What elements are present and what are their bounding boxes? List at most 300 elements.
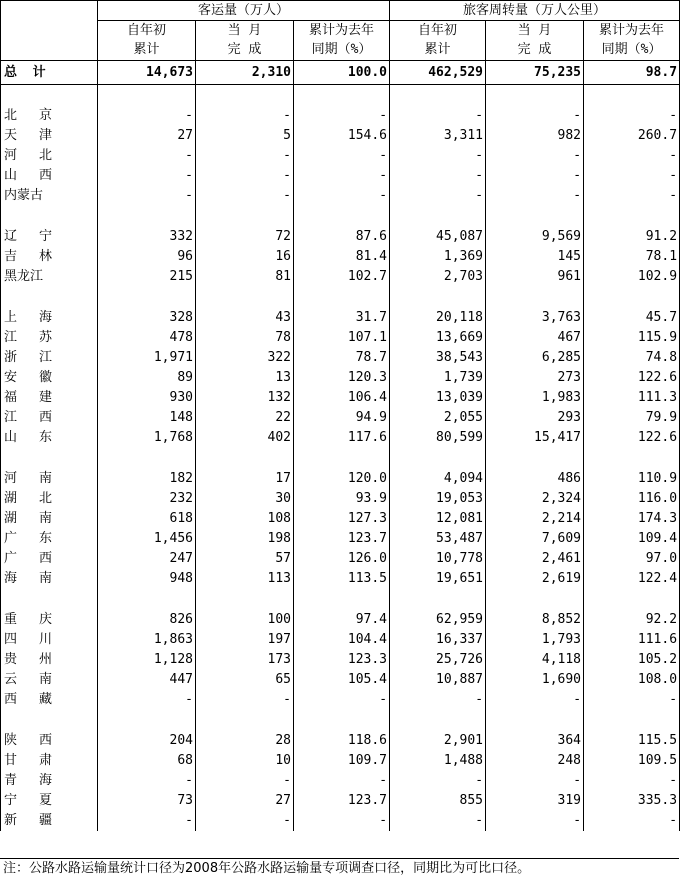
table-cell: 9,569 <box>486 227 584 247</box>
table-cell: 122.6 <box>584 368 680 388</box>
province-label: 北京 <box>4 108 52 123</box>
table-cell: 12,081 <box>390 509 486 529</box>
table-cell: - <box>390 166 486 186</box>
table-cell: 247 <box>98 549 196 569</box>
table-cell: - <box>196 146 294 166</box>
table-cell: 120.3 <box>294 368 390 388</box>
table-cell: 113 <box>196 569 294 589</box>
table-cell: 2,619 <box>486 569 584 589</box>
table-row <box>1 791 680 811</box>
spacer-cell <box>294 589 390 610</box>
table-row <box>1 509 680 529</box>
table-cell: 65 <box>196 670 294 690</box>
table-cell: 126.0 <box>294 549 390 569</box>
spacer-cell <box>294 710 390 731</box>
table-cell: 13,669 <box>390 328 486 348</box>
spacer-cell <box>584 710 680 731</box>
table-cell: 117.6 <box>294 428 390 448</box>
province-name <box>1 791 98 811</box>
col-header-line1: 当 月 <box>486 21 584 41</box>
total-cell: 462,529 <box>390 61 486 85</box>
table-cell: 322 <box>196 348 294 368</box>
table-cell: 328 <box>98 308 196 328</box>
table-row <box>1 670 680 690</box>
province-name <box>1 408 98 428</box>
table-cell: 123.3 <box>294 650 390 670</box>
header-corner-2 <box>1 21 98 41</box>
table-cell: 116.0 <box>584 489 680 509</box>
spacer-cell <box>486 448 584 469</box>
table-row <box>1 328 680 348</box>
table-cell: 108 <box>196 509 294 529</box>
table-cell: - <box>584 166 680 186</box>
total-cell: 14,673 <box>98 61 196 85</box>
province-label: 新疆 <box>4 813 52 828</box>
table-cell: - <box>390 186 486 206</box>
province-name <box>1 328 98 348</box>
table-cell: 111.3 <box>584 388 680 408</box>
table-cell: - <box>98 146 196 166</box>
spacer-cell <box>98 589 196 610</box>
table-cell: 15,417 <box>486 428 584 448</box>
table-cell: 198 <box>196 529 294 549</box>
table-cell: 20,118 <box>390 308 486 328</box>
table-cell: 447 <box>98 670 196 690</box>
table-cell: 105.4 <box>294 670 390 690</box>
table-cell: - <box>486 186 584 206</box>
table-cell: - <box>584 106 680 126</box>
table-cell: 97.0 <box>584 549 680 569</box>
table-cell: 2,901 <box>390 731 486 751</box>
province-label: 内蒙古 <box>4 188 44 203</box>
table-cell: 1,983 <box>486 388 584 408</box>
spacer-cell <box>98 710 196 731</box>
table-cell: 260.7 <box>584 126 680 146</box>
table-cell: 28 <box>196 731 294 751</box>
table-row <box>1 630 680 650</box>
province-label: 湖南 <box>4 511 52 526</box>
province-label: 江苏 <box>4 330 52 345</box>
total-row <box>1 61 680 85</box>
province-label: 河南 <box>4 471 52 486</box>
col-header-line2: 累计 <box>390 40 486 61</box>
table-cell: 80,599 <box>390 428 486 448</box>
province-label: 吉林 <box>4 249 52 264</box>
table-cell: 7,609 <box>486 529 584 549</box>
header-corner <box>1 1 98 21</box>
province-name <box>1 227 98 247</box>
province-name <box>1 126 98 146</box>
col-header-line2: 完 成 <box>196 40 294 61</box>
table-cell: 1,690 <box>486 670 584 690</box>
table-cell: 173 <box>196 650 294 670</box>
table-cell: 89 <box>98 368 196 388</box>
table-row <box>1 549 680 569</box>
table-row <box>1 267 680 287</box>
spacer-cell <box>196 710 294 731</box>
province-label: 湖北 <box>4 491 52 506</box>
province-label: 山东 <box>4 430 52 445</box>
table-cell: 78 <box>196 328 294 348</box>
spacer-cell <box>294 85 390 107</box>
table-cell: - <box>196 690 294 710</box>
table-cell: 113.5 <box>294 569 390 589</box>
spacer-cell <box>390 206 486 227</box>
province-name <box>1 469 98 489</box>
table-cell: 1,971 <box>98 348 196 368</box>
table-cell: - <box>294 106 390 126</box>
table-cell: - <box>98 690 196 710</box>
table-cell: 81 <box>196 267 294 287</box>
spacer-cell <box>1 206 98 227</box>
table-row <box>1 408 680 428</box>
table-cell: 618 <box>98 509 196 529</box>
table-cell: 13,039 <box>390 388 486 408</box>
province-name <box>1 509 98 529</box>
table-cell: 204 <box>98 731 196 751</box>
table-cell: 81.4 <box>294 247 390 267</box>
table-cell: 154.6 <box>294 126 390 146</box>
table-cell: 78.7 <box>294 348 390 368</box>
table-cell: 120.0 <box>294 469 390 489</box>
province-label: 辽宁 <box>4 229 52 244</box>
table-cell: 109.4 <box>584 529 680 549</box>
table-cell: - <box>486 166 584 186</box>
spacer-cell <box>196 85 294 107</box>
table-row <box>1 811 680 831</box>
table-cell: 115.5 <box>584 731 680 751</box>
group-spacer <box>1 448 680 469</box>
table-cell: 1,128 <box>98 650 196 670</box>
table-cell: 22 <box>196 408 294 428</box>
table-row <box>1 348 680 368</box>
table-row <box>1 106 680 126</box>
table-row <box>1 146 680 166</box>
table-cell: 1,739 <box>390 368 486 388</box>
table-cell: - <box>486 690 584 710</box>
table-cell: 174.3 <box>584 509 680 529</box>
province-label: 宁夏 <box>4 793 52 808</box>
province-name <box>1 650 98 670</box>
table-cell: 108.0 <box>584 670 680 690</box>
spacer-cell <box>1 287 98 308</box>
table-cell: - <box>584 146 680 166</box>
province-name <box>1 247 98 267</box>
spacer-cell <box>98 287 196 308</box>
header-corner-3 <box>1 40 98 61</box>
table-cell: 930 <box>98 388 196 408</box>
table-row <box>1 186 680 206</box>
province-name <box>1 186 98 206</box>
province-label: 黑龙江 <box>4 269 44 284</box>
table-row <box>1 731 680 751</box>
table-row <box>1 650 680 670</box>
table-cell: 100 <box>196 610 294 630</box>
province-name <box>1 549 98 569</box>
table-cell: - <box>196 106 294 126</box>
footnote: 注：公路水路运输量统计口径为2008年公路水路运输量专项调查口径，同期比为可比口径。 <box>3 861 531 876</box>
table-cell: 43 <box>196 308 294 328</box>
table-cell: 92.2 <box>584 610 680 630</box>
group-spacer <box>1 589 680 610</box>
table-cell: - <box>98 166 196 186</box>
table-cell: 1,369 <box>390 247 486 267</box>
table-cell: 105.2 <box>584 650 680 670</box>
table-cell: 57 <box>196 549 294 569</box>
table-cell: 109.5 <box>584 751 680 771</box>
province-label: 广西 <box>4 551 52 566</box>
total-cell: 75,235 <box>486 61 584 85</box>
province-label: 青海 <box>4 773 52 788</box>
spacer-cell <box>486 710 584 731</box>
table-row <box>1 308 680 328</box>
table-cell: 72 <box>196 227 294 247</box>
table-row <box>1 529 680 549</box>
province-label: 江西 <box>4 410 52 425</box>
table-cell: 62,959 <box>390 610 486 630</box>
table-row <box>1 489 680 509</box>
table-row <box>1 469 680 489</box>
col-header-line1: 当 月 <box>196 21 294 41</box>
spacer-cell <box>1 710 98 731</box>
table-cell: - <box>486 811 584 831</box>
col-header-line1: 自年初 <box>390 21 486 41</box>
group-spacer <box>1 85 680 107</box>
table-cell: 38,543 <box>390 348 486 368</box>
table-cell: 10 <box>196 751 294 771</box>
header-passenger-km: 旅客周转量（万人公里） <box>390 1 680 21</box>
table-cell: 2,324 <box>486 489 584 509</box>
group-spacer <box>1 206 680 227</box>
table-cell: 111.6 <box>584 630 680 650</box>
province-name <box>1 690 98 710</box>
table-cell: 25,726 <box>390 650 486 670</box>
table-row <box>1 227 680 247</box>
group-spacer <box>1 287 680 308</box>
table-cell: 122.4 <box>584 569 680 589</box>
table-cell: 6,285 <box>486 348 584 368</box>
table-cell: 123.7 <box>294 529 390 549</box>
table-cell: - <box>294 186 390 206</box>
province-label: 海南 <box>4 571 52 586</box>
table-cell: 45,087 <box>390 227 486 247</box>
table-cell: 1,768 <box>98 428 196 448</box>
province-label: 山西 <box>4 168 52 183</box>
table-cell: 4,094 <box>390 469 486 489</box>
province-label: 西藏 <box>4 692 52 707</box>
spacer-cell <box>294 206 390 227</box>
spacer-cell <box>584 287 680 308</box>
table-cell: - <box>390 106 486 126</box>
table-cell: 30 <box>196 489 294 509</box>
table-cell: 10,887 <box>390 670 486 690</box>
table-cell: 145 <box>486 247 584 267</box>
spacer-cell <box>1 85 98 107</box>
province-name <box>1 388 98 408</box>
province-label: 陕西 <box>4 733 52 748</box>
province-label: 河北 <box>4 148 52 163</box>
table-cell: - <box>584 811 680 831</box>
table-cell: 93.9 <box>294 489 390 509</box>
header-sub-row-2 <box>1 40 680 61</box>
table-cell: 486 <box>486 469 584 489</box>
table-cell: 4,118 <box>486 650 584 670</box>
table-cell: 132 <box>196 388 294 408</box>
spacer-cell <box>486 85 584 107</box>
spacer-cell <box>98 448 196 469</box>
spacer-cell <box>98 85 196 107</box>
table-cell: 293 <box>486 408 584 428</box>
table-cell: 122.6 <box>584 428 680 448</box>
table-cell: 2,214 <box>486 509 584 529</box>
table-cell: 13 <box>196 368 294 388</box>
table-cell: 94.9 <box>294 408 390 428</box>
spacer-cell <box>294 448 390 469</box>
table-cell: 91.2 <box>584 227 680 247</box>
table-row <box>1 247 680 267</box>
table-row <box>1 166 680 186</box>
table-cell: 2,703 <box>390 267 486 287</box>
table-cell: 3,311 <box>390 126 486 146</box>
table-cell: 273 <box>486 368 584 388</box>
table-cell: 31.7 <box>294 308 390 328</box>
table-cell: - <box>196 186 294 206</box>
table-cell: 74.8 <box>584 348 680 368</box>
table-cell: 215 <box>98 267 196 287</box>
table-cell: 118.6 <box>294 731 390 751</box>
table-cell: 127.3 <box>294 509 390 529</box>
province-name <box>1 106 98 126</box>
province-label: 浙江 <box>4 350 52 365</box>
table-cell: 106.4 <box>294 388 390 408</box>
header-group-row <box>1 1 680 21</box>
province-name <box>1 308 98 328</box>
province-name <box>1 610 98 630</box>
total-cell: 98.7 <box>584 61 680 85</box>
col-header-line2: 累计 <box>98 40 196 61</box>
province-label: 广东 <box>4 531 52 546</box>
table-cell: 1,793 <box>486 630 584 650</box>
table-row <box>1 368 680 388</box>
table-cell: 97.4 <box>294 610 390 630</box>
table-cell: 110.9 <box>584 469 680 489</box>
table-cell: 961 <box>486 267 584 287</box>
table-cell: - <box>196 811 294 831</box>
province-name <box>1 146 98 166</box>
col-header-line2: 完 成 <box>486 40 584 61</box>
table-cell: 87.6 <box>294 227 390 247</box>
table-cell: - <box>486 146 584 166</box>
province-name <box>1 751 98 771</box>
table-cell: 107.1 <box>294 328 390 348</box>
province-name <box>1 489 98 509</box>
table-cell: 27 <box>196 791 294 811</box>
spacer-cell <box>584 589 680 610</box>
table-row <box>1 388 680 408</box>
table-cell: 467 <box>486 328 584 348</box>
table-row <box>1 771 680 791</box>
table-cell: 78.1 <box>584 247 680 267</box>
spacer-cell <box>486 206 584 227</box>
table-cell: 8,852 <box>486 610 584 630</box>
province-name <box>1 670 98 690</box>
table-cell: 45.7 <box>584 308 680 328</box>
table-cell: 319 <box>486 791 584 811</box>
table-cell: 53,487 <box>390 529 486 549</box>
table-cell: 1,863 <box>98 630 196 650</box>
spacer-cell <box>390 85 486 107</box>
province-name <box>1 267 98 287</box>
province-name <box>1 428 98 448</box>
province-label: 安徽 <box>4 370 52 385</box>
province-name <box>1 529 98 549</box>
table-cell: 182 <box>98 469 196 489</box>
spacer-cell <box>98 206 196 227</box>
table-cell: - <box>294 690 390 710</box>
spacer-cell <box>486 287 584 308</box>
table-cell: 68 <box>98 751 196 771</box>
table-cell: 197 <box>196 630 294 650</box>
table-row <box>1 428 680 448</box>
table-cell: 10,778 <box>390 549 486 569</box>
province-label: 甘肃 <box>4 753 52 768</box>
spacer-cell <box>196 448 294 469</box>
table-cell: 79.9 <box>584 408 680 428</box>
table-body <box>1 61 680 832</box>
table-cell: 102.9 <box>584 267 680 287</box>
province-label: 贵州 <box>4 652 52 667</box>
table-cell: 27 <box>98 126 196 146</box>
spacer-cell <box>390 589 486 610</box>
spacer-cell <box>390 287 486 308</box>
table-cell: - <box>98 811 196 831</box>
table-cell: 248 <box>486 751 584 771</box>
table-cell: 19,651 <box>390 569 486 589</box>
table-cell: 16,337 <box>390 630 486 650</box>
table-cell: - <box>294 811 390 831</box>
province-label: 重庆 <box>4 612 52 627</box>
table-cell: 16 <box>196 247 294 267</box>
province-label: 福建 <box>4 390 52 405</box>
province-label: 上海 <box>4 310 52 325</box>
table-cell: - <box>584 186 680 206</box>
table-row <box>1 569 680 589</box>
header-sub-row-1 <box>1 21 680 41</box>
province-name <box>1 630 98 650</box>
table-row <box>1 610 680 630</box>
table-cell: - <box>486 106 584 126</box>
province-label: 四川 <box>4 632 52 647</box>
spacer-cell <box>294 287 390 308</box>
province-name <box>1 731 98 751</box>
col-header-line1: 累计为去年 <box>294 21 390 41</box>
table-cell: 232 <box>98 489 196 509</box>
table-cell: - <box>390 811 486 831</box>
table-row <box>1 690 680 710</box>
table-cell: 332 <box>98 227 196 247</box>
table-cell: 826 <box>98 610 196 630</box>
table-cell: - <box>390 146 486 166</box>
table-cell: - <box>98 771 196 791</box>
table-cell: - <box>486 771 584 791</box>
province-name <box>1 166 98 186</box>
table-cell: 148 <box>98 408 196 428</box>
province-name <box>1 348 98 368</box>
spacer-cell <box>390 710 486 731</box>
spacer-cell <box>196 287 294 308</box>
spacer-cell <box>584 85 680 107</box>
table-cell: 364 <box>486 731 584 751</box>
